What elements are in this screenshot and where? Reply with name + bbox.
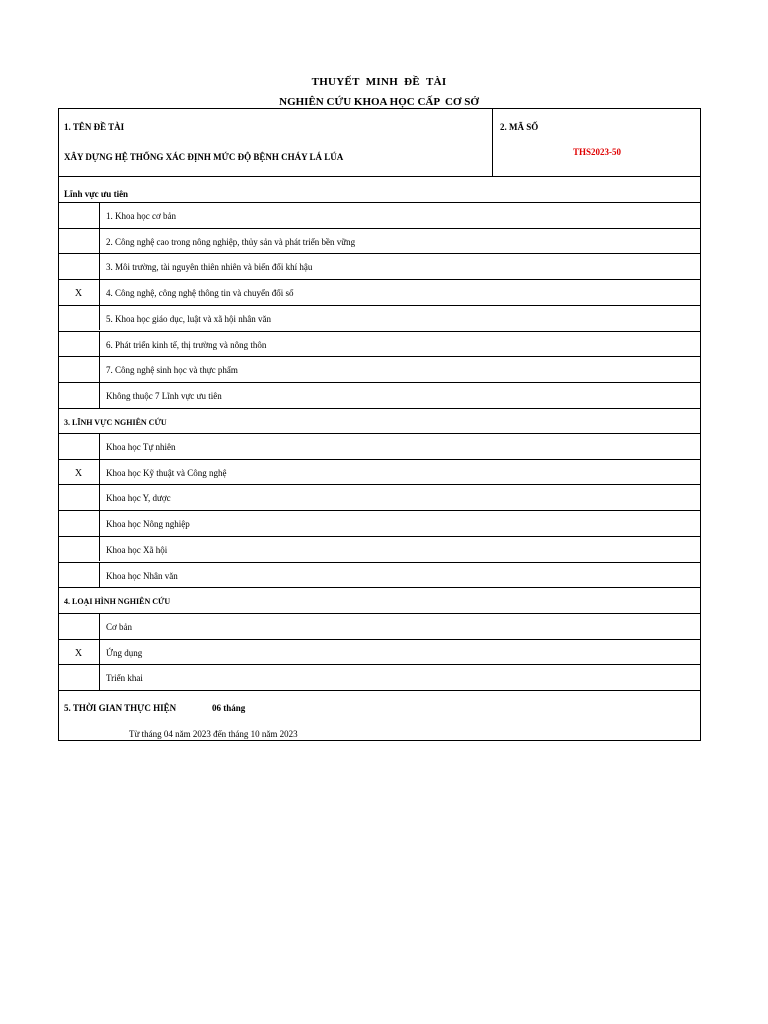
column-divider — [99, 664, 100, 690]
option-label: 5. Khoa học giáo dục, luật và xã hội nhân văn — [106, 313, 271, 324]
divider — [58, 176, 701, 177]
option-label: Ứng dụng — [106, 647, 143, 658]
column-divider — [99, 562, 100, 588]
option-label: Triển khai — [106, 673, 143, 684]
row-divider — [58, 228, 701, 229]
column-divider — [99, 202, 100, 228]
column-divider — [99, 305, 100, 331]
column-divider — [99, 459, 100, 485]
row-divider — [58, 202, 701, 203]
row-divider — [58, 639, 701, 640]
section-2-label: 2. MÃ SỐ — [500, 122, 539, 132]
selection-mark: X — [74, 288, 83, 300]
document-subtitle: NGHIÊN CỨU KHOA HỌC CẤP CƠ SỞ — [279, 96, 479, 108]
column-divider — [99, 433, 100, 459]
row-divider — [58, 613, 701, 614]
option-label: Khoa học Xã hội — [106, 544, 168, 555]
row-divider — [58, 356, 701, 357]
column-divider — [99, 484, 100, 510]
section-4-label: 4. LOẠI HÌNH NGHIÊN CỨU — [64, 597, 171, 606]
selection-mark: X — [74, 647, 83, 659]
option-label: 1. Khoa học cơ bản — [106, 211, 176, 221]
column-divider — [99, 253, 100, 279]
project-code: THS2023-50 — [572, 147, 621, 157]
duration-period: Từ tháng 04 năm 2023 đến tháng 10 năm 2023 — [129, 729, 298, 739]
option-label: 2. Công nghệ cao trong nông nghiệp, thủy sản và phát triển bền vững — [106, 236, 356, 247]
row-divider — [58, 382, 701, 383]
row-divider — [58, 433, 701, 434]
row-divider — [58, 459, 701, 460]
option-label: Khoa học Tự nhiên — [106, 442, 176, 452]
column-divider — [99, 639, 100, 665]
divider — [58, 690, 701, 691]
option-label: 6. Phát triển kinh tế, thị trường và nông thôn — [106, 339, 267, 350]
section-3-label: 3. LĨNH VỰC NGHIÊN CỨU — [64, 418, 167, 427]
row-divider — [58, 536, 701, 537]
option-label: Không thuộc 7 Lĩnh vực ưu tiên — [106, 390, 222, 401]
section-5-label: 5. THỜI GIAN THỰC HIỆN — [64, 703, 177, 713]
row-divider — [58, 331, 701, 332]
column-divider — [99, 356, 100, 382]
column-divider — [99, 536, 100, 562]
column-divider — [99, 228, 100, 254]
option-label: Khoa học Kỹ thuật và Công nghệ — [106, 467, 227, 478]
row-divider — [58, 484, 701, 485]
row-divider — [58, 279, 701, 280]
selection-mark: X — [74, 467, 83, 479]
option-label: Khoa học Nông nghiệp — [106, 519, 190, 530]
column-divider — [99, 613, 100, 639]
row-divider — [58, 510, 701, 511]
column-divider — [99, 331, 100, 357]
option-label: Khoa học Nhân văn — [106, 570, 178, 581]
column-divider — [99, 279, 100, 305]
priority-area-label: Lĩnh vực ưu tiên — [64, 189, 129, 199]
divider — [58, 408, 701, 409]
option-label: Cơ bản — [106, 622, 133, 632]
row-divider — [58, 305, 701, 306]
project-title: XÂY DỰNG HỆ THỐNG XÁC ĐỊNH MỨC ĐỘ BỆNH CHÁY LÁ LÚA — [64, 152, 344, 162]
row-divider — [58, 562, 701, 563]
divider — [492, 108, 493, 177]
duration-value: 06 tháng — [212, 703, 246, 713]
document-title: THUYẾT MINH ĐỀ TÀI — [311, 76, 447, 88]
row-divider — [58, 253, 701, 254]
column-divider — [99, 510, 100, 536]
option-label: Khoa học Y, dược — [106, 493, 171, 504]
section-1-label: 1. TÊN ĐỀ TÀI — [64, 122, 125, 132]
option-label: 3. Môi trường, tài nguyên thiên nhiên và biến đổi khí hậu — [106, 262, 313, 273]
option-label: 4. Công nghệ, công nghệ thông tin và chuyển đổi số — [106, 288, 294, 299]
divider — [58, 587, 701, 588]
column-divider — [99, 382, 100, 408]
row-divider — [58, 664, 701, 665]
option-label: 7. Công nghệ sinh học và thực phẩm — [106, 365, 238, 376]
